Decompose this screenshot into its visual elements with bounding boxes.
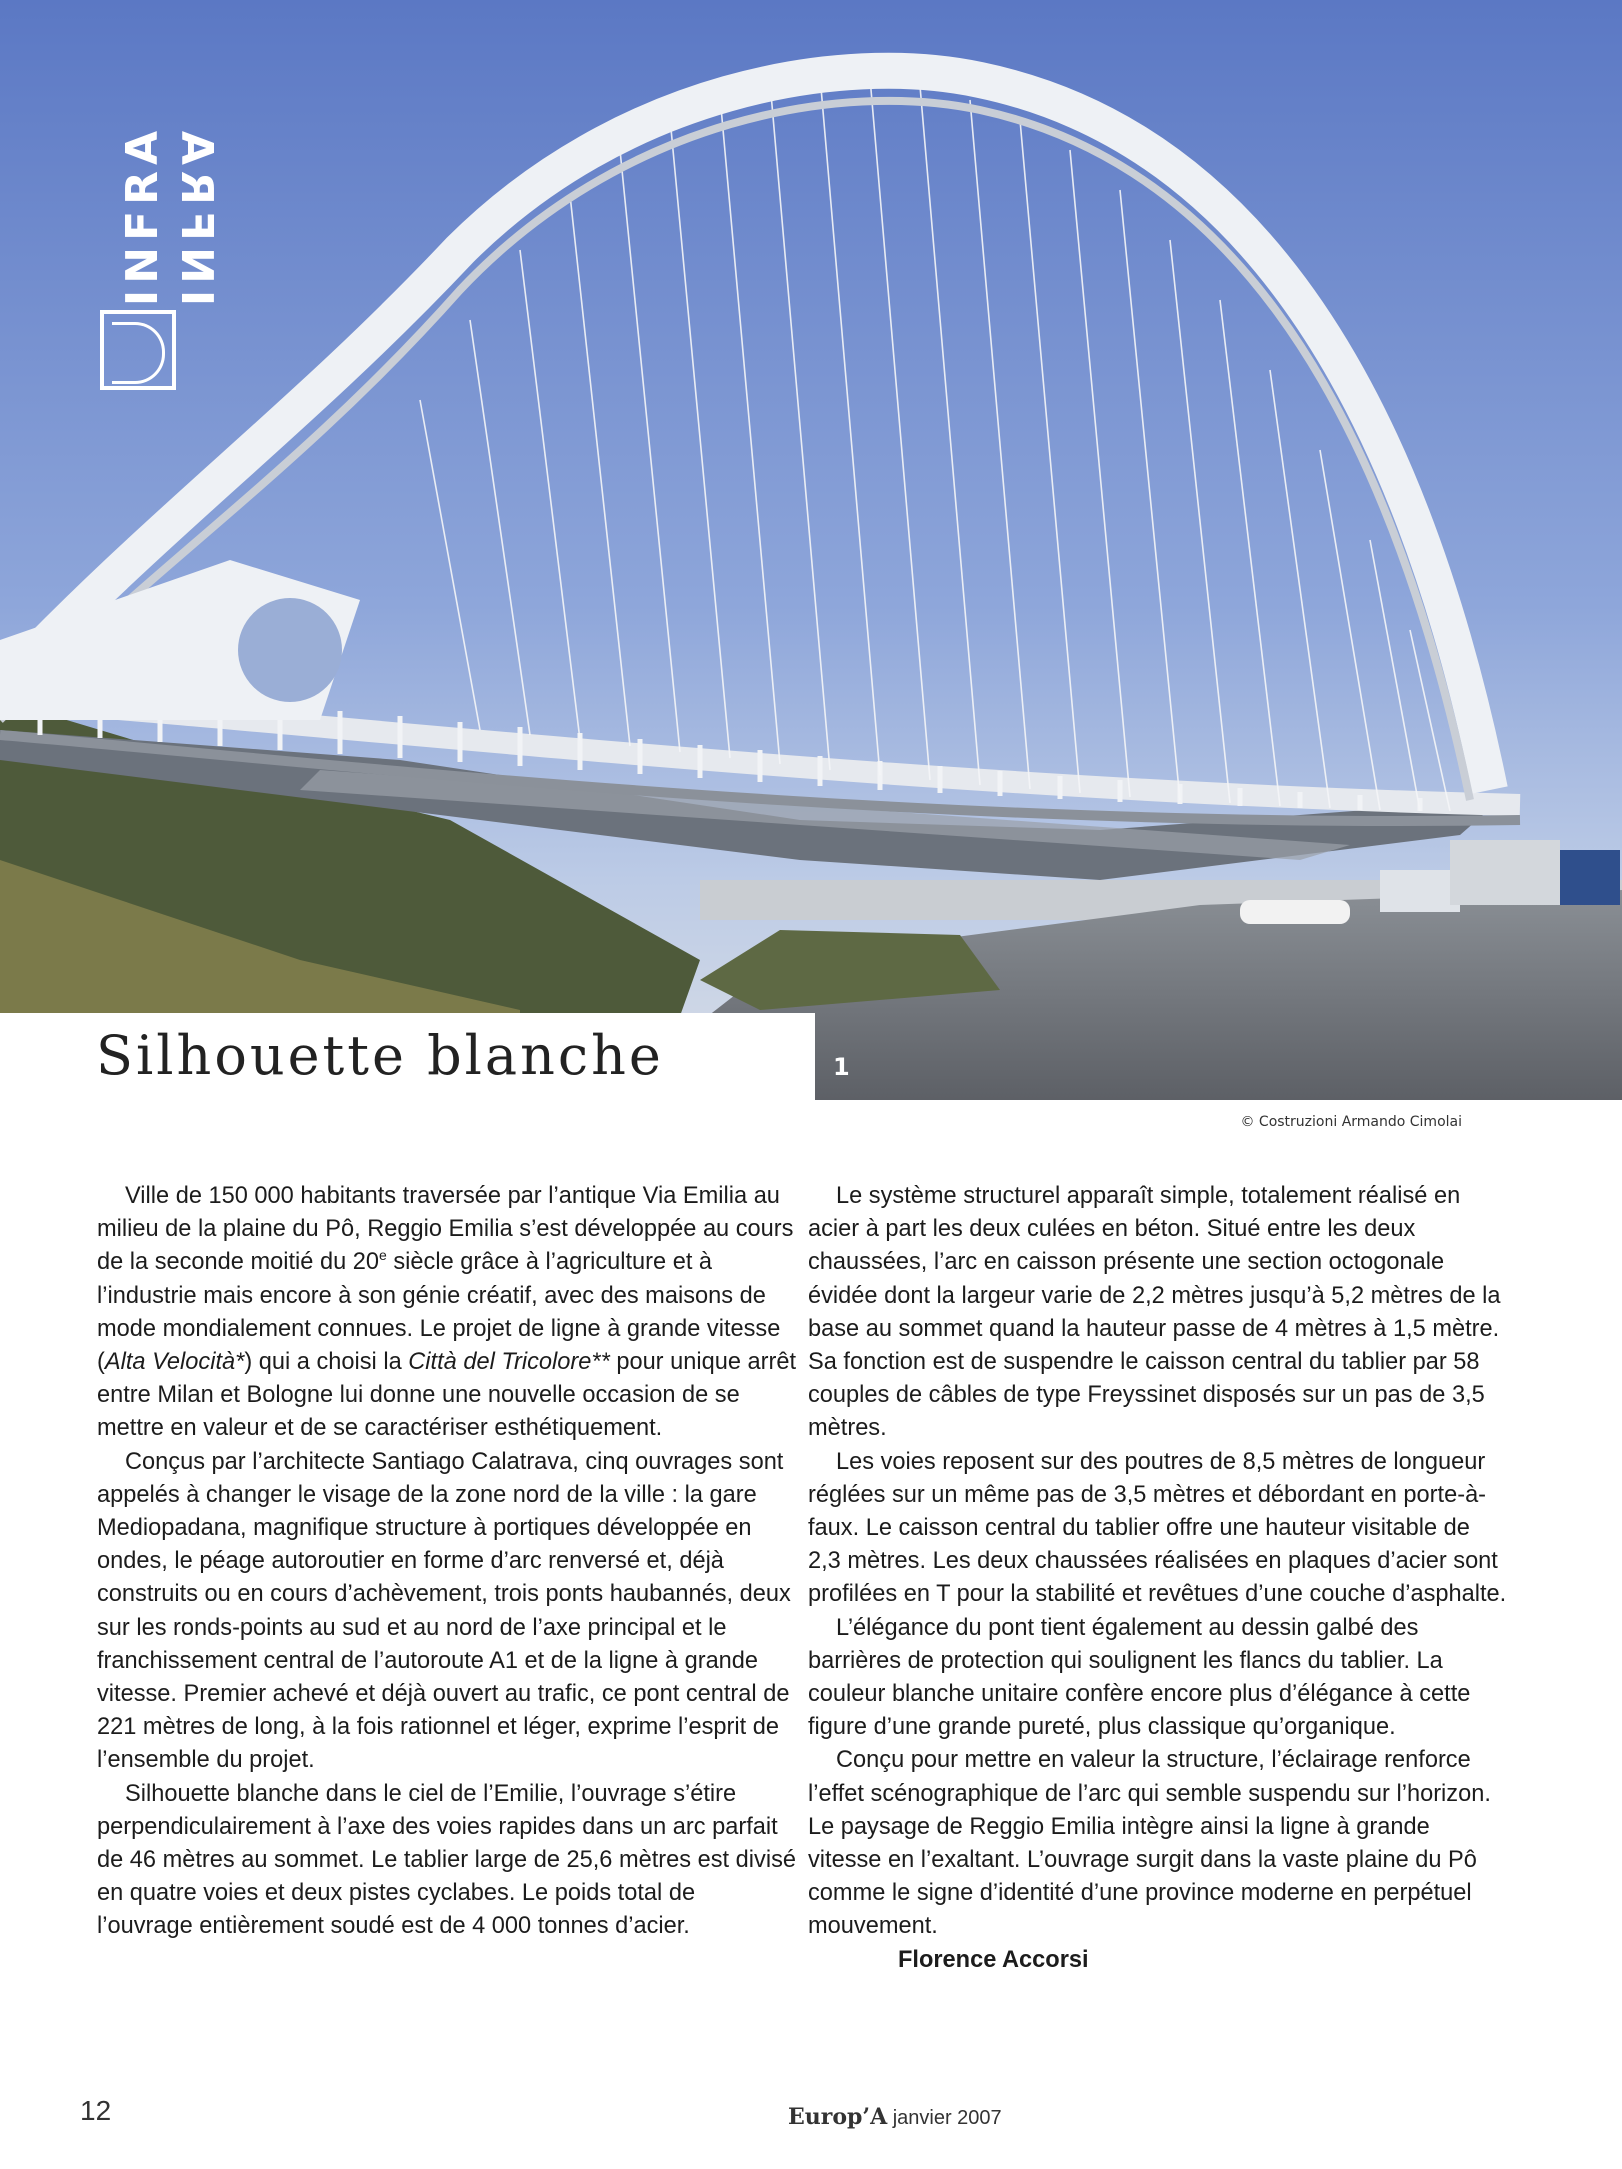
paragraph: L’élégance du pont tient également au dessin galbé des barrières de protection qui soulignent les flancs du tablier. La couleur blanche unitaire confère encore plus d’élégance à cette figure d’une grande pureté, plus classique qu’organique. (808, 1614, 1471, 1741)
text-column-right (808, 1180, 1508, 1977)
section-label (100, 110, 223, 400)
paragraph: Silhouette blanche dans le ciel de l’Emilie, l’ouvrage s’étire perpendiculairement à l’axe des voies rapides dans un arc parfait de 46 mètres au sommet. Le tablier large de 25,6 mètres est divisé en quatre voies et deux pistes cyclabes. Le poids total de l’ouvrage entièrement soudé est de 4 000 tonnes d’acier. (97, 1780, 796, 1940)
issue-date: janvier 2007 (892, 2107, 1002, 2129)
text-column-left (97, 1180, 797, 1944)
section-label-text-mirrored: INFRA (171, 124, 223, 307)
paragraph: Conçus par l’architecte Santiago Calatrava, cinq ouvrages sont appelés à changer le visage de la zone nord de la ville : la gare Mediopadana, magnifique structure à portiques développée en ondes, le péage autoroutier en forme d’arc renversé et, déjà construits ou en cours d’achèvement, trois ponts haubannés, deux sur les ronds-points au sud et au nord de l’axe principal et le franchissement central de l’autoroute A1 et de la ligne à grande vitesse. Premier achevé et déjà ouvert au trafic, ce pont central de 221 mètres de long, à la fois rationnel et léger, exprime l’esprit de l’ensemble du projet. (97, 1448, 791, 1774)
photo-credit: © Costruzioni Armando Cimolai (1240, 1114, 1462, 1130)
paragraph: Les voies reposent sur des poutres de 8,5 mètres de longueur réglées sur un même pas de 3,5 mètres et débordant en porte-à-faux. Le caisson central du tablier offre une hauteur visitable de 2,3 mètres. Les deux chaussées réalisées en plaques d’acier sont profilées en T pour la stabilité et revêtues d’une couche d’asphalte. (808, 1448, 1507, 1608)
paragraph: Conçu pour mettre en valeur la structure, l’éclairage renforce l’effet scénographique de l’arc qui semble suspendu sur l’horizon. Le paysage de Reggio Emilia intègre ainsi la ligne à grande vitesse en l’exaltant. L’ouvrage surgit dans la vaste plaine du Pô comme le signe d’identité d’une province moderne en perpétuel mouvement. (808, 1747, 1491, 1940)
author: Florence Accorsi (898, 1946, 1089, 1973)
paragraph: Ville de 150 000 habitants traversée par l’antique Via Emilia au milieu de la plaine du Pô, Reggio Emilia s’est développée au cours de la seconde moitié du 20e siècle grâce à l’agriculture et à l’industrie mais encore à son génie créatif, avec des maisons de mode mondialement connues. Le projet de ligne à grande vitesse (Alta Velocità*) qui a choisi la Città del Tricolore** pour unique arrêt entre Milan et Bologne lui donne une nouvelle occasion de se mettre en valeur et de se caractériser esthétiquement. (97, 1183, 797, 1442)
page-number: 12 (80, 2095, 112, 2126)
arch-logo-icon (100, 310, 176, 390)
magazine-footer (788, 2104, 1002, 2130)
paragraph: Le système structurel apparaît simple, totalement réalisé en acier à part les deux culées en béton. Situé entre les deux chaussées, l’arc en caisson présente une section octogonale évidée dont la largeur varie de 2,2 mètres jusqu’à 5,2 mètres de la base au sommet quand la hauteur passe de 4 mètres à 1,5 mètre. Sa fonction est de suspendre le caisson central du tablier par 58 couples de câbles de type Freyssinet disposés sur un pas de 3,5 mètres. (808, 1183, 1501, 1442)
figure-number: 1 (833, 1053, 850, 1081)
magazine-name: Europ’A (788, 2104, 888, 2130)
article-title: Silhouette blanche (96, 1024, 664, 1087)
section-label-text: INFRA (117, 124, 169, 307)
